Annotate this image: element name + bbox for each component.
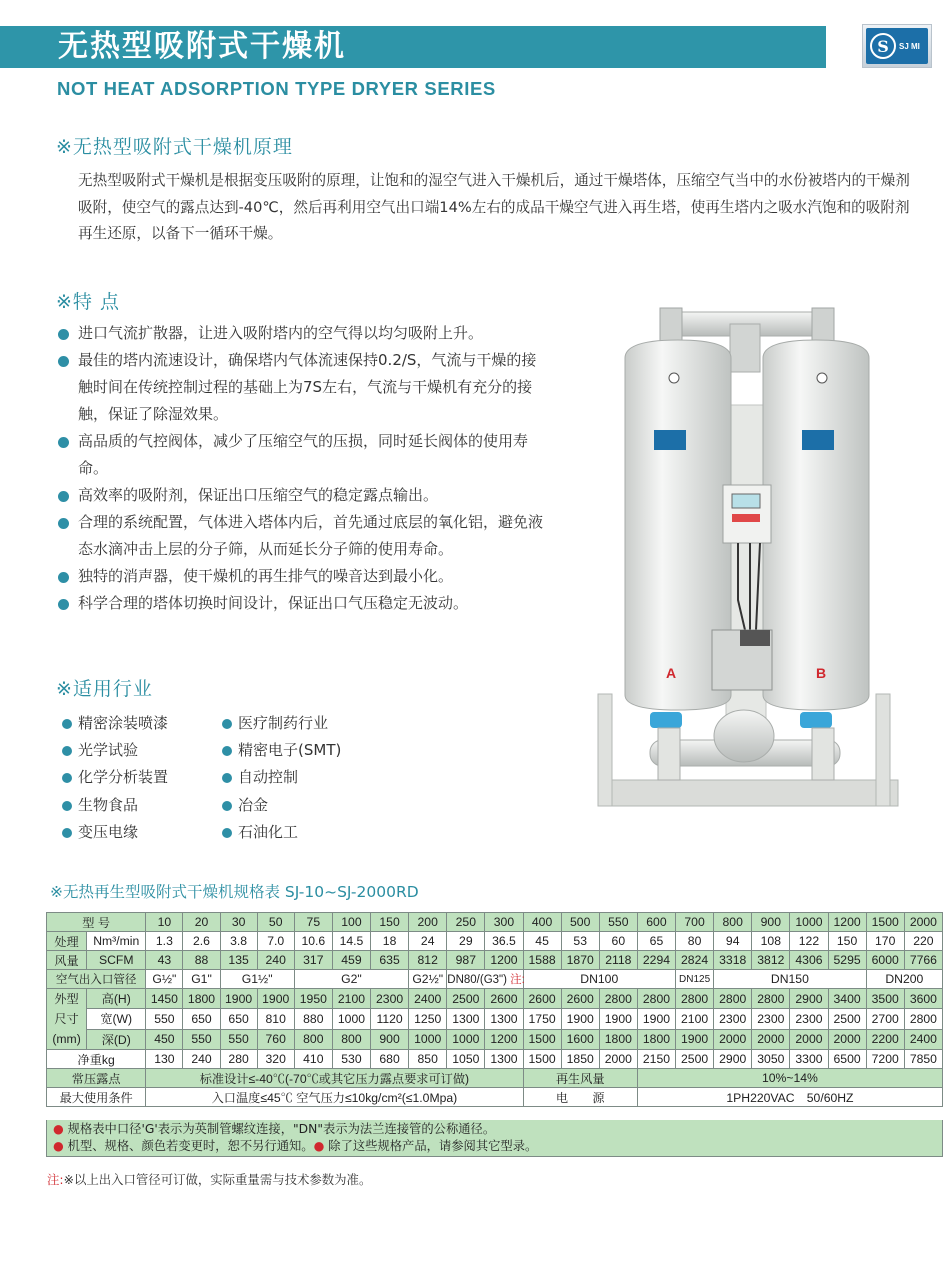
industry-item: 医疗制药行业 (220, 710, 380, 737)
nm3-cell: 29 (447, 932, 485, 951)
nm3-cell: 150 (828, 932, 866, 951)
weight-cell: 130 (146, 1050, 183, 1069)
feature-item: 高品质的气控阀体，减少了压缩空气的压损，同时延长阀体的使用寿命。 (56, 428, 546, 482)
width-cell: 810 (257, 1009, 294, 1029)
feature-item: 高效率的吸附剂，保证出口压缩空气的稳定露点输出。 (56, 482, 546, 509)
depth-cell: 1800 (599, 1029, 637, 1049)
logo-text: SJ MI (899, 41, 920, 51)
height-cell: 2500 (447, 989, 485, 1009)
weight-cell: 2500 (676, 1050, 714, 1069)
tower-b-label: B (816, 665, 827, 681)
pipe-note: 注: (510, 974, 525, 986)
table-row-pipe (47, 970, 943, 989)
depth-cell: 800 (332, 1029, 370, 1049)
pipe-dn100: DN100 (523, 970, 676, 989)
scfm-cell: 459 (332, 951, 370, 970)
scfm-cell: 3812 (752, 951, 790, 970)
height-cell: 2800 (637, 989, 675, 1009)
scfm-cell: 635 (371, 951, 409, 970)
model-cell: 150 (371, 913, 409, 932)
scfm-cell: 2118 (599, 951, 637, 970)
depth-cell: 1900 (676, 1029, 714, 1049)
depth-cell: 2400 (904, 1029, 942, 1049)
nm3-cell: 1.3 (146, 932, 183, 951)
model-cell: 700 (676, 913, 714, 932)
feature-item: 进口气流扩散器，让进入吸附塔内的空气得以均匀吸附上升。 (56, 320, 546, 347)
width-cell: 2500 (828, 1009, 866, 1029)
dryer-product-image (590, 300, 902, 828)
nm3-cell: 65 (637, 932, 675, 951)
pipe-dn125: DN125 (676, 970, 714, 989)
depth-cell: 1800 (637, 1029, 675, 1049)
nm3-cell: 18 (371, 932, 409, 951)
bullet-icon: ● (53, 1122, 64, 1136)
height-cell: 2400 (409, 989, 447, 1009)
footnote-text: ※以上出入口管径可订做，实际重量需与技术参数为准。 (63, 1172, 372, 1187)
table-row-weight (47, 1050, 943, 1069)
depth-cell: 450 (146, 1029, 183, 1049)
scfm-cell: 1870 (561, 951, 599, 970)
industry-item: 生物食品 (60, 792, 220, 819)
width-cell: 1900 (599, 1009, 637, 1029)
scfm-cell: 7766 (904, 951, 942, 970)
industry-item: 光学试验 (60, 737, 220, 764)
weight-cell: 1850 (561, 1050, 599, 1069)
nm3-cell: 60 (599, 932, 637, 951)
weight-cell: 2000 (599, 1050, 637, 1069)
table-row-max (47, 1088, 943, 1107)
spec-notes (46, 1120, 943, 1157)
max-label: 最大使用条件 (47, 1088, 146, 1107)
brand-logo (862, 24, 932, 68)
height-cell: 1900 (257, 989, 294, 1009)
height-cell: 3400 (828, 989, 866, 1009)
industry-item: 自动控制 (220, 764, 380, 791)
nm3-cell: 170 (866, 932, 904, 951)
nm3-cell: 53 (561, 932, 599, 951)
scfm-cell: 317 (294, 951, 332, 970)
height-cell: 2600 (523, 989, 561, 1009)
depth-label: 深(D) (87, 1029, 146, 1049)
table-row-dew (47, 1069, 943, 1088)
pneumatic-valve (650, 712, 682, 728)
model-cell: 550 (599, 913, 637, 932)
width-label: 宽(W) (87, 1009, 146, 1029)
model-cell: 1000 (790, 913, 828, 932)
nm3-cell: 108 (752, 932, 790, 951)
spec-table (46, 912, 943, 1107)
scfm-cell: 812 (409, 951, 447, 970)
max-value: 入口温度≤45℃ 空气压力≤10kg/cm²(≤1.0Mpa) (146, 1088, 523, 1107)
scfm-cell: 987 (447, 951, 485, 970)
scfm-cell: 3318 (714, 951, 752, 970)
table-row-nm3 (47, 932, 943, 951)
footnote (47, 1170, 371, 1188)
principle-heading: ※无热型吸附式干燥机原理 (56, 136, 293, 158)
width-cell: 1250 (409, 1009, 447, 1029)
pipe-dn80: DN80/(G3") 注: (447, 970, 523, 989)
regen-value: 10%~14% (637, 1069, 942, 1088)
depth-cell: 2000 (752, 1029, 790, 1049)
pipe-g12: G½" (146, 970, 183, 989)
nm3-unit: Nm³/min (87, 932, 146, 951)
nm3-cell: 80 (676, 932, 714, 951)
width-cell: 2300 (714, 1009, 752, 1029)
weight-cell: 6500 (828, 1050, 866, 1069)
pipe-label: 空气出入口管径 (47, 970, 146, 989)
width-cell: 2800 (904, 1009, 942, 1029)
page-subtitle: NOT HEAT ADSORPTION TYPE DRYER SERIES (57, 78, 496, 99)
depth-cell: 1000 (409, 1029, 447, 1049)
model-cell: 500 (561, 913, 599, 932)
nm3-cell: 7.0 (257, 932, 294, 951)
footnote-prefix: 注: (47, 1172, 64, 1187)
width-cell: 650 (183, 1009, 220, 1029)
model-cell: 1500 (866, 913, 904, 932)
pipe-g1: G1" (183, 970, 220, 989)
weight-label: 净重kg (47, 1050, 146, 1069)
width-cell: 1300 (485, 1009, 523, 1029)
width-cell: 1000 (332, 1009, 370, 1029)
pressure-gauge-icon (669, 373, 679, 383)
scfm-cell: 4306 (790, 951, 828, 970)
depth-cell: 2000 (828, 1029, 866, 1049)
width-cell: 1900 (561, 1009, 599, 1029)
height-cell: 3600 (904, 989, 942, 1009)
industry-item: 精密涂装喷漆 (60, 710, 220, 737)
note-line-2: ● 机型、规格、颜色若变更时，恕不另行通知。● 除了这些规格产品，请参阅其它型录。 (53, 1139, 538, 1153)
weight-cell: 7200 (866, 1050, 904, 1069)
dimension-label: 外型 尺寸 (mm) (47, 989, 87, 1050)
width-cell: 1300 (447, 1009, 485, 1029)
height-cell: 1900 (220, 989, 257, 1009)
model-cell: 300 (485, 913, 523, 932)
height-cell: 3500 (866, 989, 904, 1009)
width-cell: 2700 (866, 1009, 904, 1029)
regen-label: 再生风量 (523, 1069, 637, 1088)
depth-cell: 2000 (714, 1029, 752, 1049)
weight-cell: 3300 (790, 1050, 828, 1069)
industry-item: 变压电缘 (60, 819, 220, 846)
depth-cell: 550 (220, 1029, 257, 1049)
height-cell: 1800 (183, 989, 220, 1009)
width-cell: 1120 (371, 1009, 409, 1029)
nm3-cell: 24 (409, 932, 447, 951)
weight-cell: 1500 (523, 1050, 561, 1069)
dew-label: 常压露点 (47, 1069, 146, 1088)
title-bar (0, 26, 826, 68)
scfm-cell: 135 (220, 951, 257, 970)
scfm-cell: 1200 (485, 951, 523, 970)
industry-item: 冶金 (220, 792, 380, 819)
feature-item: 科学合理的塔体切换时间设计，保证出口气压稳定无波动。 (56, 590, 546, 617)
industry-item: 精密电子(SMT) (220, 737, 380, 764)
model-cell: 100 (332, 913, 370, 932)
base-frame (598, 780, 898, 806)
scfm-cell: 6000 (866, 951, 904, 970)
pipe-g212: G2½" (409, 970, 447, 989)
model-cell: 2000 (904, 913, 942, 932)
flow-label-1: 处理 (47, 932, 87, 951)
depth-cell: 1500 (523, 1029, 561, 1049)
model-cell: 200 (409, 913, 447, 932)
tower-b (763, 340, 869, 710)
scfm-cell: 2294 (637, 951, 675, 970)
table-row-models (47, 913, 943, 932)
width-cell: 2300 (752, 1009, 790, 1029)
dew-value: 标准设计≤-40℃(-70℃或其它压力露点要求可订做) (146, 1069, 523, 1088)
model-cell: 50 (257, 913, 294, 932)
principle-text: 无热型吸附式干燥机是根据变压吸附的原理，让饱和的湿空气进入干燥机后，通过干燥塔体，压缩空气当中的水份被塔内的干燥剂吸附，使空气的露点达到-40℃，然后再利用空气出口端14%左右的成品干燥空气进入再生塔，使再生塔内之吸水汽饱和的吸附剂再生还原，以备下一循环干燥。 (78, 172, 910, 242)
model-label: 型 号 (47, 913, 146, 932)
scfm-unit: SCFM (87, 951, 146, 970)
nm3-cell: 122 (790, 932, 828, 951)
depth-cell: 760 (257, 1029, 294, 1049)
width-cell: 2100 (676, 1009, 714, 1029)
height-cell: 2300 (371, 989, 409, 1009)
width-cell: 1900 (637, 1009, 675, 1029)
depth-cell: 800 (294, 1029, 332, 1049)
model-cell: 30 (220, 913, 257, 932)
model-cell: 10 (146, 913, 183, 932)
scfm-cell: 5295 (828, 951, 866, 970)
depth-cell: 1600 (561, 1029, 599, 1049)
power-value: 1PH220VAC 50/60HZ (637, 1088, 942, 1107)
logo-s-icon: S (870, 33, 896, 59)
page-title: 无热型吸附式干燥机 (58, 29, 346, 64)
power-label: 电 源 (523, 1088, 637, 1107)
width-cell: 550 (146, 1009, 183, 1029)
industry-item: 化学分析装置 (60, 764, 220, 791)
width-cell: 880 (294, 1009, 332, 1029)
industry-item: 石油化工 (220, 819, 380, 846)
weight-cell: 530 (332, 1050, 370, 1069)
nm3-cell: 10.6 (294, 932, 332, 951)
feature-item: 独特的消声器，使干燥机的再生排气的噪音达到最小化。 (56, 563, 546, 590)
weight-cell: 7850 (904, 1050, 942, 1069)
feature-item: 最佳的塔内流速设计，确保塔内气体流速保持0.2/S，气流与干燥的接触时间在传统控制过程的基础上为7S左右，气流与干燥机有充分的接触，保证了除湿效果。 (56, 347, 546, 428)
pipe-g2: G2" (294, 970, 408, 989)
height-cell: 2100 (332, 989, 370, 1009)
height-cell: 2600 (485, 989, 523, 1009)
height-cell: 2900 (790, 989, 828, 1009)
height-cell: 2800 (752, 989, 790, 1009)
scfm-cell: 2824 (676, 951, 714, 970)
scfm-cell: 88 (183, 951, 220, 970)
table-row-width (47, 1009, 943, 1029)
model-cell: 250 (447, 913, 485, 932)
spec-title: ※无热再生型吸附式干燥机规格表 SJ-10~SJ-2000RD (50, 883, 419, 901)
pressure-gauge-icon (817, 373, 827, 383)
nm3-cell: 2.6 (183, 932, 220, 951)
nm3-cell: 45 (523, 932, 561, 951)
nm3-cell: 94 (714, 932, 752, 951)
width-cell: 1750 (523, 1009, 561, 1029)
height-cell: 2800 (676, 989, 714, 1009)
flow-label-2: 风量 (47, 951, 87, 970)
model-cell: 75 (294, 913, 332, 932)
model-cell: 1200 (828, 913, 866, 932)
model-cell: 900 (752, 913, 790, 932)
depth-cell: 900 (371, 1029, 409, 1049)
scfm-cell: 240 (257, 951, 294, 970)
height-label: 高(H) (87, 989, 146, 1009)
table-row-scfm (47, 951, 943, 970)
note-line-1: ● 规格表中口径'G'表示为英制管螺纹连接，"DN"表示为法兰连接管的公称通径。 (53, 1122, 496, 1136)
weight-cell: 850 (409, 1050, 447, 1069)
weight-cell: 320 (257, 1050, 294, 1069)
depth-cell: 2000 (790, 1029, 828, 1049)
pipe-dn150: DN150 (714, 970, 867, 989)
height-cell: 2800 (599, 989, 637, 1009)
features-heading: ※特 点 (56, 291, 120, 313)
industries-list (60, 710, 380, 846)
table-row-depth (47, 1029, 943, 1049)
scfm-cell: 43 (146, 951, 183, 970)
weight-cell: 1300 (485, 1050, 523, 1069)
pipe-g112: G1½" (220, 970, 294, 989)
weight-cell: 3050 (752, 1050, 790, 1069)
depth-cell: 1000 (447, 1029, 485, 1049)
feature-item: 合理的系统配置，气体进入塔体内后，首先通过底层的氧化铝，避免液态水滴冲击上层的分子筛，从而延长分子筛的使用寿命。 (56, 509, 546, 563)
bullet-icon: ● (313, 1139, 325, 1153)
nm3-cell: 36.5 (485, 932, 523, 951)
weight-cell: 240 (183, 1050, 220, 1069)
weight-cell: 2150 (637, 1050, 675, 1069)
height-cell: 2800 (714, 989, 752, 1009)
depth-cell: 550 (183, 1029, 220, 1049)
weight-cell: 280 (220, 1050, 257, 1069)
model-cell: 600 (637, 913, 675, 932)
industries-heading: ※适用行业 (56, 678, 153, 700)
height-cell: 2600 (561, 989, 599, 1009)
pneumatic-valve (800, 712, 832, 728)
model-cell: 800 (714, 913, 752, 932)
weight-cell: 410 (294, 1050, 332, 1069)
width-cell: 2300 (790, 1009, 828, 1029)
pipe-dn200: DN200 (866, 970, 942, 989)
weight-cell: 2900 (714, 1050, 752, 1069)
weight-cell: 1050 (447, 1050, 485, 1069)
height-cell: 1950 (294, 989, 332, 1009)
nm3-cell: 14.5 (332, 932, 370, 951)
weight-cell: 680 (371, 1050, 409, 1069)
depth-cell: 2200 (866, 1029, 904, 1049)
features-list (56, 320, 546, 617)
nm3-cell: 3.8 (220, 932, 257, 951)
model-cell: 20 (183, 913, 220, 932)
depth-cell: 1200 (485, 1029, 523, 1049)
table-row-height (47, 989, 943, 1009)
model-cell: 400 (523, 913, 561, 932)
scfm-cell: 1588 (523, 951, 561, 970)
nm3-cell: 220 (904, 932, 942, 951)
bullet-icon: ● (53, 1139, 64, 1153)
height-cell: 1450 (146, 989, 183, 1009)
tower-a-label: A (666, 665, 677, 681)
width-cell: 650 (220, 1009, 257, 1029)
